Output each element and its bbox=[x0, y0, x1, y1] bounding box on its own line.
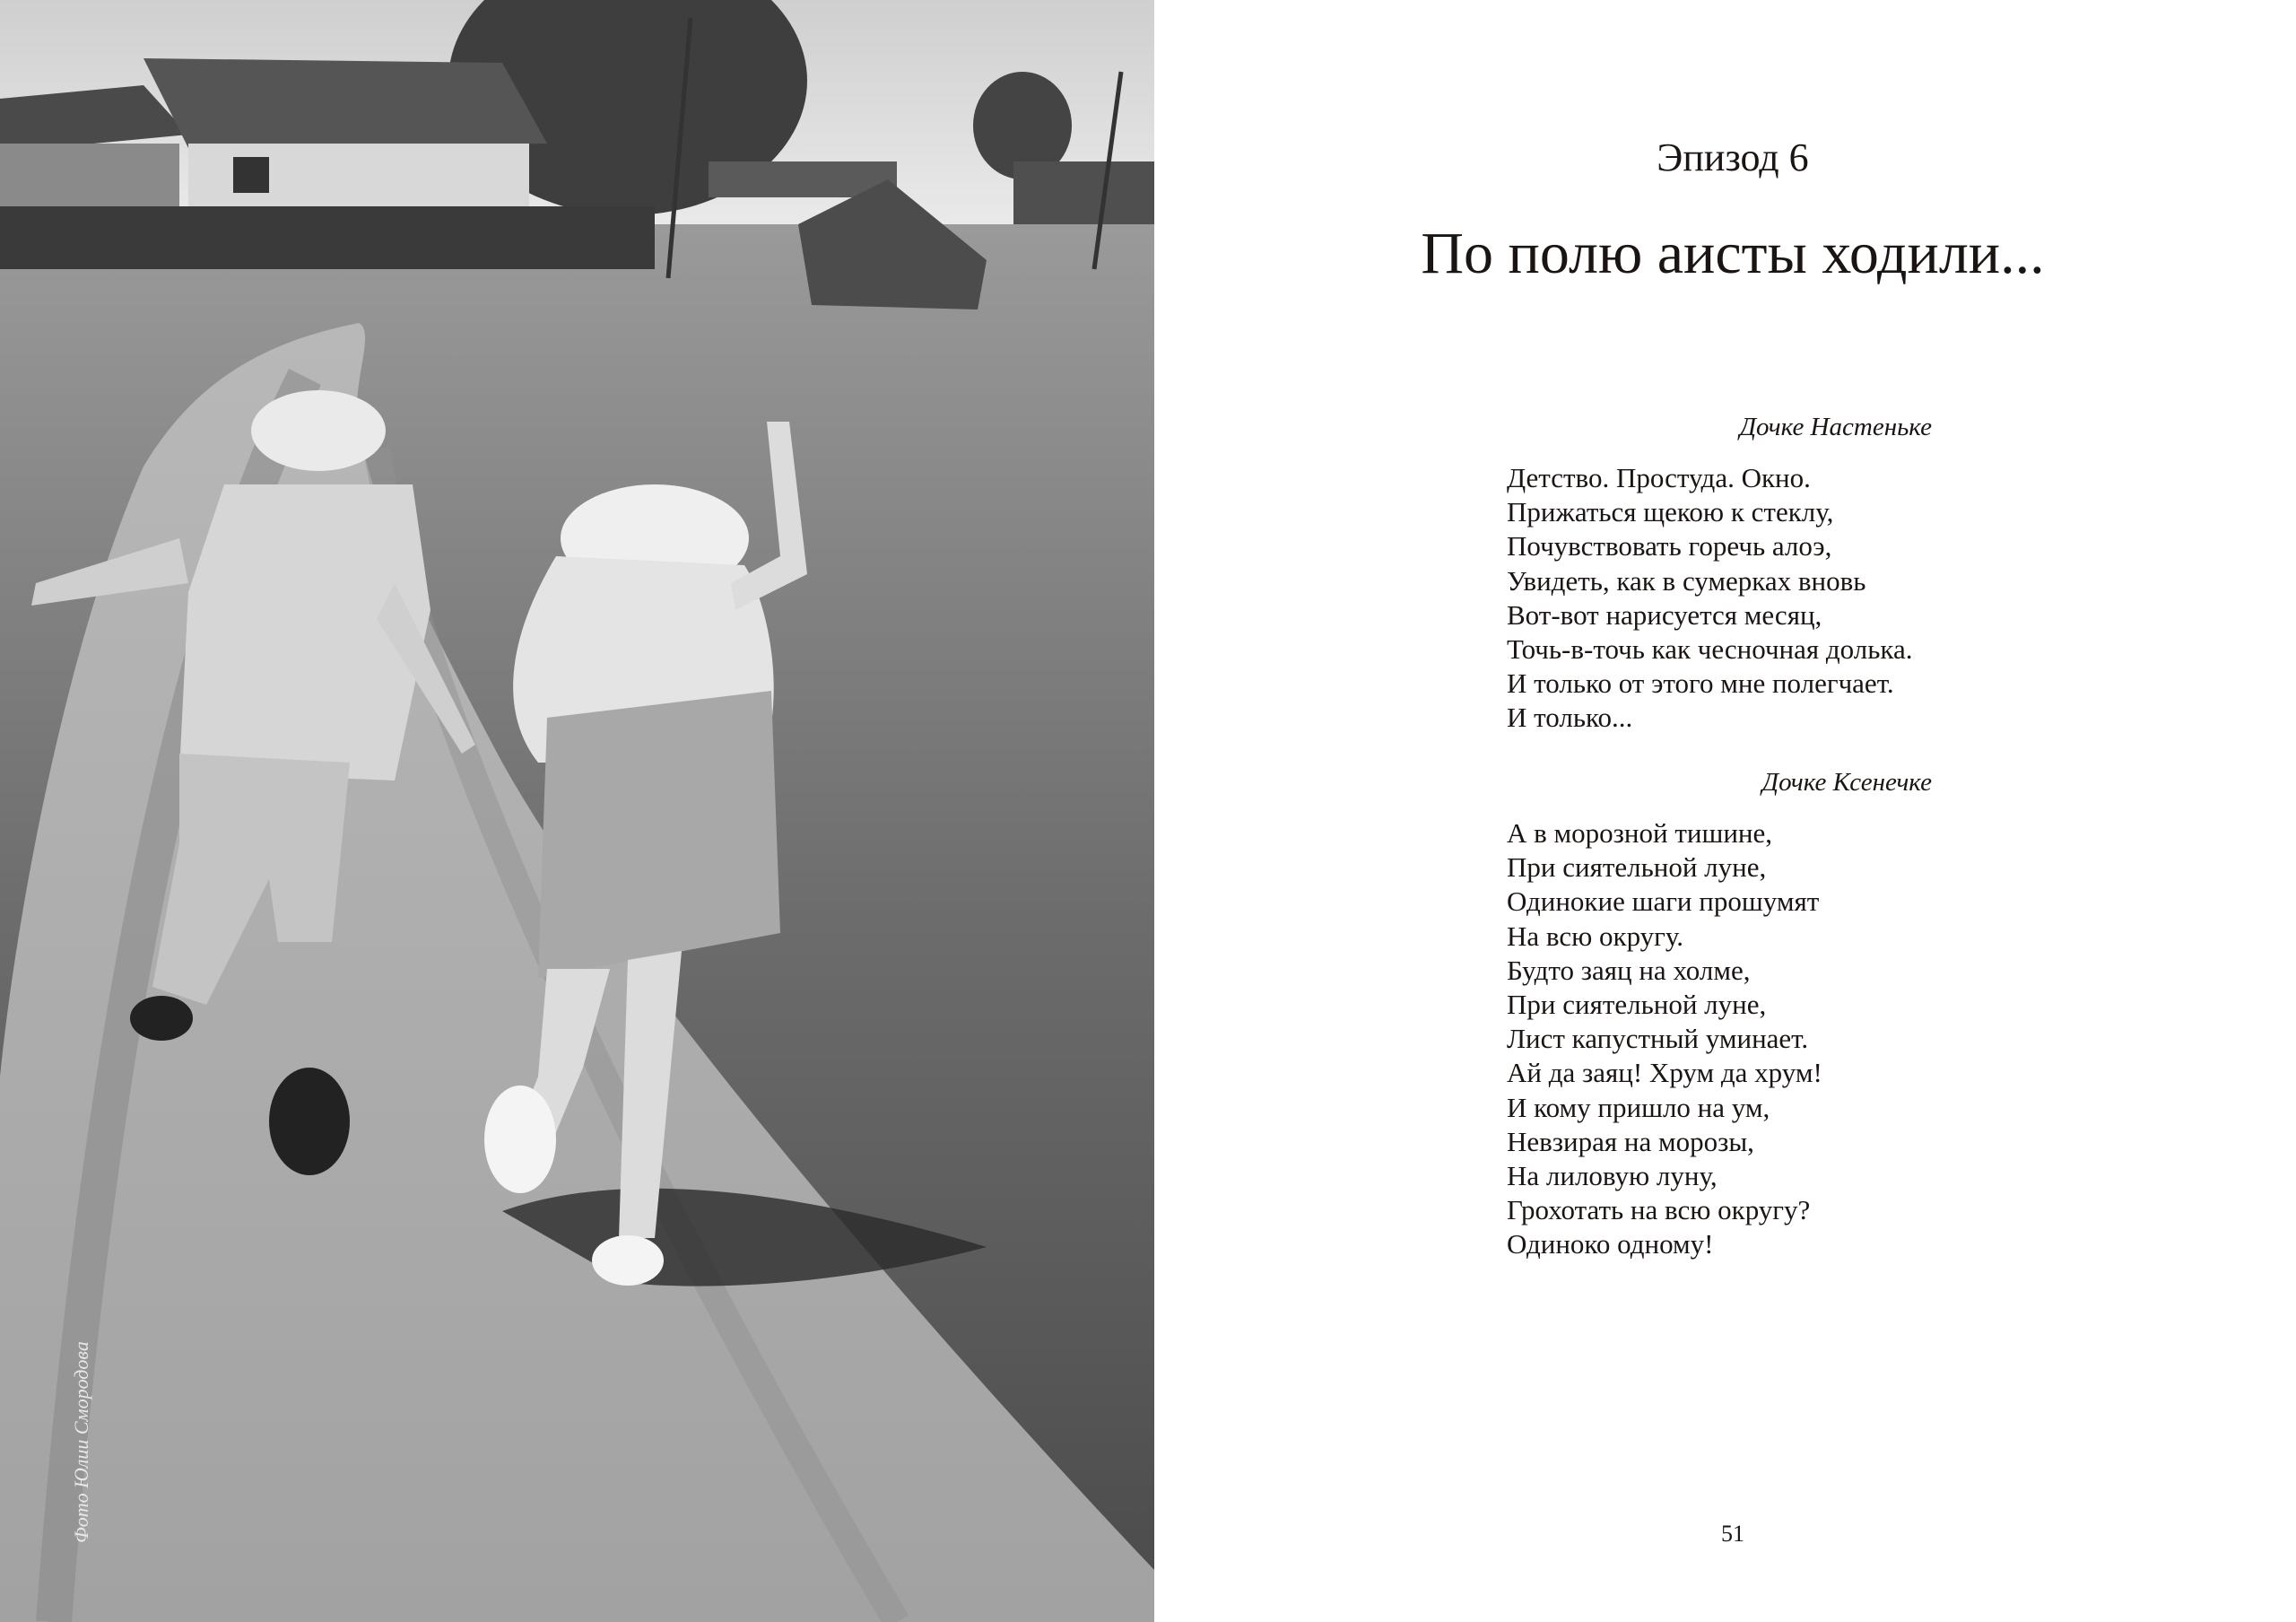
dedication-1: Дочке Настеньке bbox=[1739, 413, 1932, 441]
text-page bbox=[1154, 0, 2296, 1622]
poem-line: Точь-в-точь как чесночная долька. bbox=[1507, 633, 1913, 666]
poem-line: Одиноко одному! bbox=[1507, 1228, 1714, 1260]
poem-line: Грохотать на всю округу? bbox=[1507, 1194, 1811, 1226]
dedication-2: Дочке Ксенечке bbox=[1761, 768, 1932, 797]
poem-line: Вот-вот нарисуется месяц, bbox=[1507, 598, 1822, 631]
poem-line: И кому пришло на ум, bbox=[1507, 1091, 1770, 1123]
poem-line: Ай да заяц! Хрум да хрум! bbox=[1507, 1057, 1822, 1089]
poem-line: Детство. Простуда. Окно. bbox=[1507, 462, 1811, 493]
chapter-title: По полю аисты ходили... bbox=[1421, 221, 2045, 286]
poem-line: На всю округу. bbox=[1507, 920, 1684, 952]
page-number: 51 bbox=[1721, 1521, 1744, 1547]
photo-credit: Фото Юлии Смородова bbox=[70, 1341, 92, 1543]
poem-line: Будто заяц на холме, bbox=[1507, 954, 1751, 986]
poem-line: Невзирая на морозы, bbox=[1507, 1125, 1754, 1157]
poem-line: Лист капустный уминает. bbox=[1507, 1023, 1809, 1055]
poem-line: Одинокие шаги прошумят bbox=[1507, 885, 1820, 918]
poem-line: Почувствовать горечь алоэ, bbox=[1507, 530, 1832, 562]
poem-1 bbox=[1507, 461, 1912, 736]
poem-line: На лиловую луну, bbox=[1507, 1160, 1718, 1192]
poem-line: При сиятельной луне, bbox=[1507, 989, 1767, 1021]
poem-line: Увидеть, как в сумерках вновь bbox=[1507, 564, 1866, 597]
poem-2 bbox=[1507, 816, 1822, 1262]
episode-label: Эпизод 6 bbox=[1657, 135, 1809, 179]
poem-line: А в морозной тишине, bbox=[1507, 817, 1773, 849]
poem-line: И только... bbox=[1507, 702, 1633, 734]
poem-line: Прижаться щекою к стеклу, bbox=[1507, 496, 1834, 528]
poem-line: И только от этого мне полегчает. bbox=[1507, 667, 1894, 700]
poem-line: При сиятельной луне, bbox=[1507, 851, 1767, 884]
